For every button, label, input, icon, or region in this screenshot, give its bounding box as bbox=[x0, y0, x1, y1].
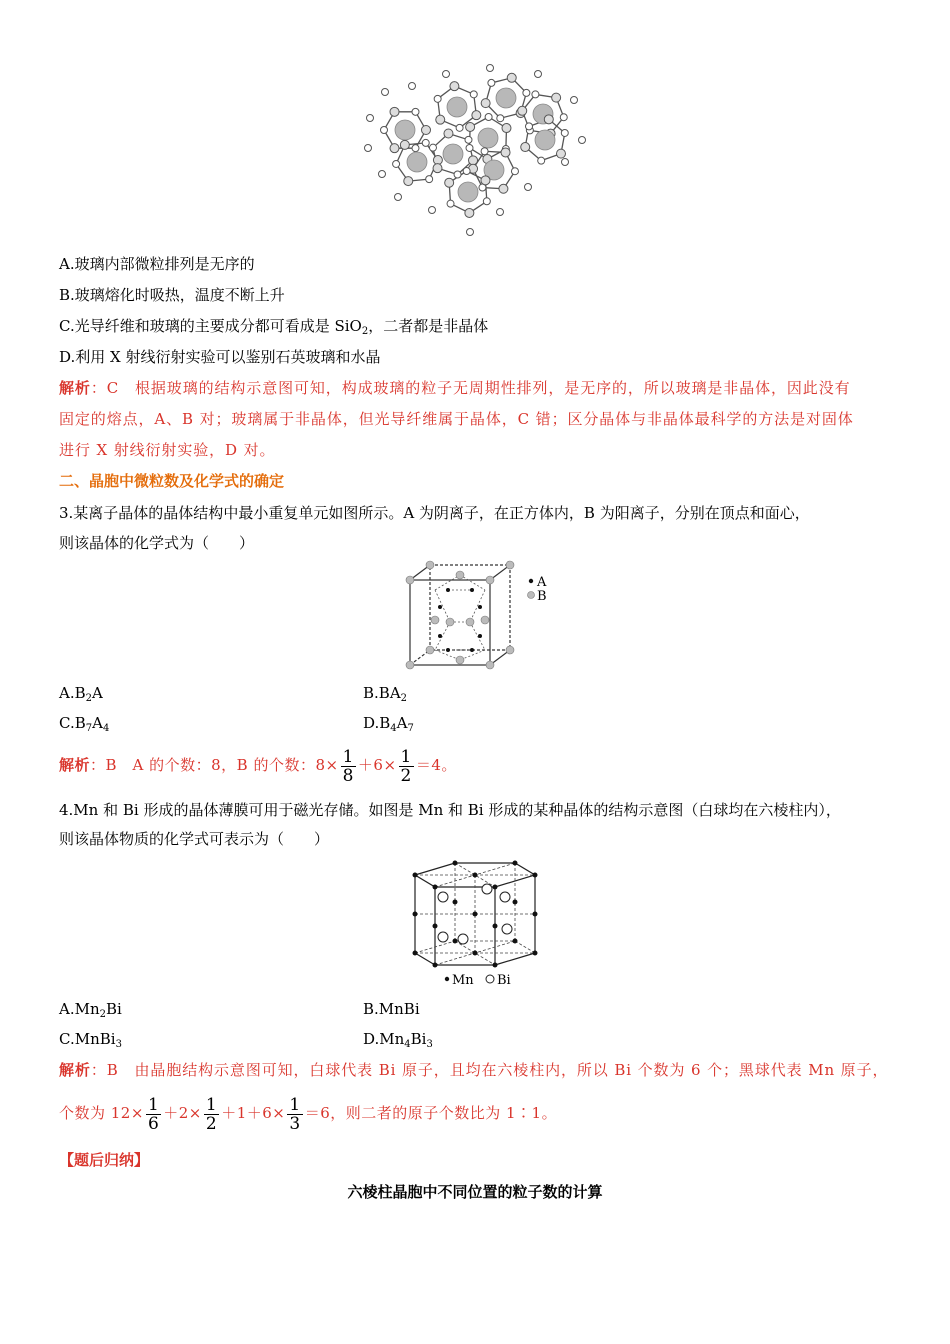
glass-small-atom bbox=[465, 208, 474, 217]
glass-end-atom bbox=[365, 145, 372, 152]
glass-small-atom bbox=[434, 95, 441, 102]
q2-analysis-line3: 进行 X 射线衍射实验，D 对。 bbox=[59, 441, 276, 459]
glass-small-atom bbox=[433, 164, 442, 173]
glass-small-atom bbox=[412, 145, 419, 152]
glass-small-atom bbox=[393, 160, 400, 167]
glass-large-atom bbox=[443, 144, 463, 164]
glass-small-atom bbox=[390, 144, 399, 153]
glass-small-atom bbox=[412, 108, 419, 115]
glass-small-atom bbox=[444, 129, 453, 138]
glass-large-atom bbox=[407, 152, 427, 172]
q4-analysis-line1: 解析：B 由晶胞结构示意图可知，白球代表 Bi 原子，且均在六棱柱内，所以 Bi 个数为 6 个；黑球代表 Mn 原子， bbox=[59, 1061, 889, 1079]
glass-small-atom bbox=[400, 140, 409, 149]
glass-small-atom bbox=[552, 93, 561, 102]
fraction-1-6: $\frac{1}{6}$ bbox=[147, 1094, 160, 1134]
glass-small-atom bbox=[488, 79, 495, 86]
glass-small-atom bbox=[501, 148, 510, 157]
glass-small-atom bbox=[499, 184, 508, 193]
q4-option-a: $A.Mn_2Bi$ bbox=[59, 1000, 122, 1020]
glass-small-atom bbox=[523, 89, 530, 96]
q4-option-b: B.MnBi bbox=[363, 1000, 420, 1018]
q2-analysis-line1: 解析：C 根据玻璃的结构示意图可知，构成玻璃的粒子无周期性排列，是无序的，所以玻璃是非晶体，因此没有 bbox=[59, 379, 851, 397]
glass-small-atom bbox=[511, 168, 518, 175]
glass-structure-figure bbox=[360, 62, 590, 242]
fraction-1-2: $\frac{1}{2}$ bbox=[400, 746, 412, 786]
glass-end-atom bbox=[535, 71, 542, 78]
q3-option-a: $A.B_2A$ bbox=[59, 684, 103, 704]
glass-end-atom bbox=[429, 207, 436, 214]
glass-end-atom bbox=[487, 65, 494, 72]
glass-small-atom bbox=[390, 107, 399, 116]
glass-small-atom bbox=[447, 200, 454, 207]
fraction-1-8: $\frac{1}{8}$ bbox=[342, 746, 354, 786]
glass-small-atom bbox=[470, 91, 477, 98]
glass-small-atom bbox=[466, 144, 473, 151]
glass-small-atom bbox=[454, 171, 461, 178]
glass-small-atom bbox=[483, 198, 490, 205]
glass-small-atom bbox=[556, 149, 565, 158]
glass-small-atom bbox=[456, 124, 463, 131]
q3-option-b: $B.BA_2$ bbox=[363, 684, 408, 704]
glass-small-atom bbox=[429, 144, 436, 151]
glass-small-atom bbox=[472, 111, 481, 120]
glass-small-atom bbox=[465, 136, 472, 143]
q3-option-c: $C.B_7A_4$ bbox=[59, 714, 110, 734]
glass-small-atom bbox=[507, 73, 516, 82]
summary-title: 六棱柱晶胞中不同位置的粒子数的计算 bbox=[347, 1183, 603, 1201]
glass-small-atom bbox=[445, 178, 454, 187]
glass-small-atom bbox=[526, 123, 533, 130]
glass-small-atom bbox=[481, 176, 490, 185]
q4-option-c: C.MnBi$_3$ bbox=[59, 1030, 122, 1050]
glass-small-atom bbox=[422, 126, 431, 135]
q4-option-d: $D.Mn_4Bi_3$ bbox=[363, 1030, 433, 1050]
glass-end-atom bbox=[367, 115, 374, 122]
legend-b: B bbox=[537, 589, 547, 604]
glass-small-atom bbox=[560, 114, 567, 121]
q3-option-d: $D.B_4A_7$ bbox=[363, 714, 414, 734]
q2-option-b: B.玻璃熔化时吸热，温度不断上升 bbox=[59, 286, 285, 304]
glass-small-atom bbox=[538, 157, 545, 164]
q3-cubic-cell-figure bbox=[400, 560, 560, 675]
legend-bi-dot bbox=[486, 975, 494, 983]
glass-end-atom bbox=[571, 97, 578, 104]
q3-stem-line2: 则该晶体的化学式为（ ） bbox=[59, 534, 255, 552]
q2-option-c: C.光导纤维和玻璃的主要成分都可看成是 SiO$_2$，二者都是非晶体 bbox=[59, 317, 489, 337]
glass-large-atom bbox=[496, 88, 516, 108]
glass-small-atom bbox=[532, 91, 539, 98]
glass-small-atom bbox=[518, 106, 527, 115]
q3-stem-line1: 3.某离子晶体的晶体结构中最小重复单元如图所示。A 为阴离子，在正方体内，B 为阳离子，分别在顶点和面心， bbox=[59, 504, 810, 522]
glass-end-atom bbox=[497, 209, 504, 216]
fraction-1-2-b: $\frac{1}{2}$ bbox=[205, 1094, 218, 1134]
glass-small-atom bbox=[497, 115, 504, 122]
legend-a: A bbox=[537, 575, 547, 590]
glass-small-atom bbox=[485, 114, 492, 121]
glass-small-atom bbox=[544, 115, 553, 124]
section-title: 二、晶胞中微粒数及化学式的确定 bbox=[59, 472, 285, 490]
glass-end-atom bbox=[579, 137, 586, 144]
glass-small-atom bbox=[433, 156, 442, 165]
fraction-1-3: $\frac{1}{3}$ bbox=[289, 1094, 301, 1134]
summary-tag: 【题后归纳】 bbox=[59, 1151, 150, 1169]
legend-bi: Bi bbox=[497, 973, 511, 988]
glass-large-atom bbox=[478, 128, 498, 148]
glass-small-atom bbox=[521, 143, 530, 152]
glass-small-atom bbox=[450, 82, 459, 91]
legend-mn: Mn bbox=[452, 973, 474, 988]
glass-end-atom bbox=[395, 194, 402, 201]
glass-end-atom bbox=[562, 159, 569, 166]
q4-stem-line2: 则该晶体物质的化学式可表示为（ ） bbox=[59, 830, 330, 848]
legend-a-dot bbox=[529, 579, 533, 583]
glass-end-atom bbox=[409, 83, 416, 90]
q2-option-a: A.玻璃内部微粒排列是无序的 bbox=[59, 255, 255, 273]
glass-small-atom bbox=[481, 99, 490, 108]
glass-small-atom bbox=[381, 127, 388, 134]
q4-analysis-line2: 个数为 12× $\frac{1}{6}$ ＋2× $\frac{1}{2}$ ＋1＋6× $\frac{1}{3}$ ＝6，则二者的原子个数比为 1∶1。 bbox=[59, 1094, 558, 1134]
q2-option-d: D.利用 X 射线衍射实验可以鉴别石英玻璃和水晶 bbox=[59, 348, 381, 366]
glass-small-atom bbox=[422, 139, 429, 146]
legend-b-dot bbox=[528, 592, 535, 599]
q2-analysis-line2: 固定的熔点，A、B 对；玻璃属于非晶体，但光导纤维属于晶体，C 错；区分晶体与非晶体最科学的方法是对固体 bbox=[59, 410, 854, 428]
q4-hexagonal-prism-figure bbox=[405, 855, 555, 990]
glass-large-atom bbox=[447, 97, 467, 117]
glass-small-atom bbox=[463, 168, 470, 175]
glass-small-atom bbox=[561, 129, 568, 136]
glass-end-atom bbox=[525, 184, 532, 191]
q3-analysis: 解析：B A 的个数：8，B 的个数：8× $\frac{1}{8}$ ＋6× $\frac{1}{2}$ ＝4。 bbox=[59, 746, 457, 786]
legend-mn-dot bbox=[445, 977, 449, 981]
glass-small-atom bbox=[436, 115, 445, 124]
glass-end-atom bbox=[443, 71, 450, 78]
glass-large-atom bbox=[535, 130, 555, 150]
glass-end-atom bbox=[382, 89, 389, 96]
glass-small-atom bbox=[466, 122, 475, 131]
glass-end-atom bbox=[379, 171, 386, 178]
glass-large-atom bbox=[458, 182, 478, 202]
glass-small-atom bbox=[404, 177, 413, 186]
q4-stem-line1: 4.Mn 和 Bi 形成的晶体薄膜可用于磁光存储。如图是 Mn 和 Bi 形成的某种晶体的结构示意图（白球均在六棱柱内）， bbox=[59, 801, 841, 819]
glass-small-atom bbox=[426, 176, 433, 183]
glass-small-atom bbox=[502, 124, 511, 133]
glass-end-atom bbox=[467, 229, 474, 236]
glass-small-atom bbox=[481, 148, 488, 155]
glass-large-atom bbox=[395, 120, 415, 140]
glass-small-atom bbox=[469, 156, 478, 165]
